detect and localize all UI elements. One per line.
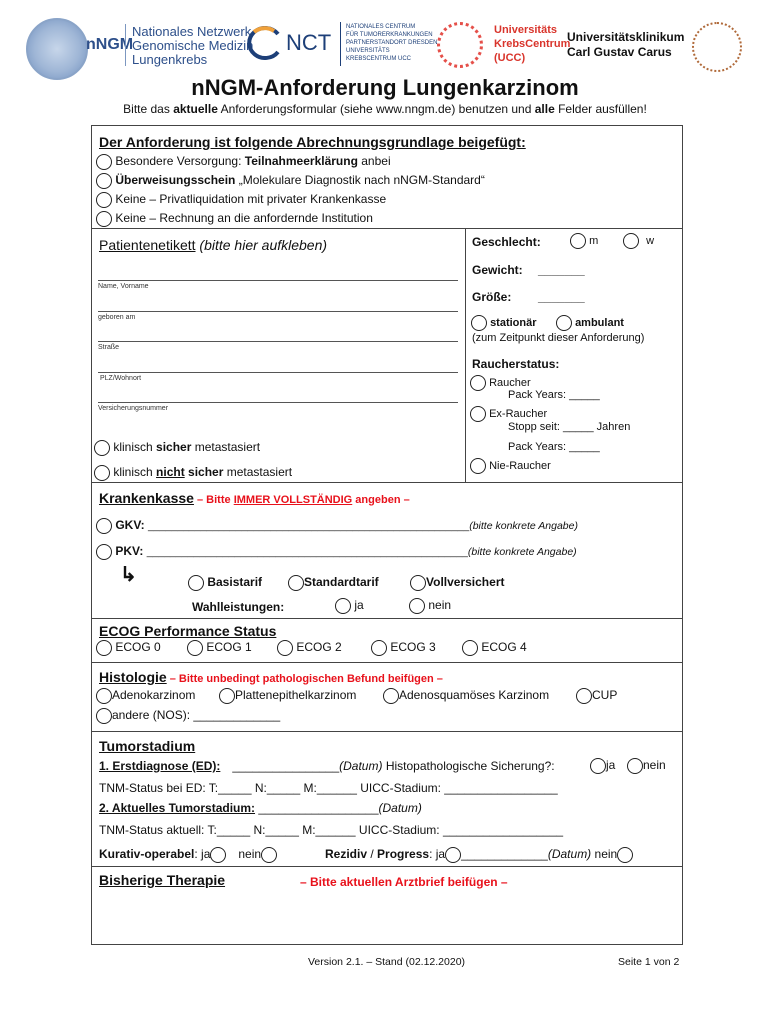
rezidiv-ja-label: : ja [429,847,446,862]
ecog-1-radio[interactable] [187,640,203,656]
nct-logo: NCT [286,30,332,55]
rezidiv-nein-radio[interactable] [617,847,633,863]
kurativ-ja-radio[interactable] [210,847,226,863]
subtitle-part1: Bitte das [123,102,174,116]
gkv-option[interactable] [96,518,578,534]
ngm-divider [125,24,126,66]
therapy-text-area[interactable] [92,892,682,944]
patient-birth-label: geboren am [98,314,136,321]
metastasis-sure[interactable] [94,440,260,456]
insurance-hint2: IMMER VOLLSTÄNDIG [233,494,353,506]
ed-nein-label: nein [643,758,666,773]
ecog-4-radio[interactable] [462,640,478,656]
ecog-4-option[interactable] [462,640,527,656]
subtitle-part2: aktuelle [173,102,218,116]
wahl-ja-option[interactable] [335,598,364,614]
raucher-label: Raucher [489,376,531,389]
smoker-label: Raucherstatus: [472,357,560,371]
patient-insurance-line [98,402,458,403]
gkv-label: GKV: [115,518,145,533]
insurance-heading-text: Krankenkasse [99,490,194,506]
nct-text-5: KREBSCENTRUM UCC [346,56,412,62]
basistarif-radio[interactable] [188,575,204,591]
ed-sicherung: Histopathologische Sicherung?: [382,759,555,773]
kurativ-nein-label: nein [238,847,262,862]
histo-platten-radio[interactable] [219,688,235,704]
nct-text-4: UNIVERSITÄTS [346,48,390,54]
standardtarif-label: Standardtarif [304,575,379,590]
ed-field[interactable]: ________________ [232,759,340,773]
subtitle-part4: alle [534,102,555,116]
standardtarif-option[interactable] [288,575,379,591]
kurativ-nein-radio[interactable] [261,847,277,863]
rezidiv-datum: (Datum) [547,847,592,862]
pkv-line[interactable]: _______________________________________________________ [146,546,468,559]
pkv-option[interactable] [96,544,577,560]
akt-datum: (Datum) [378,801,422,815]
subtitle-part3: Anforderungsformular (siehe www.nngm.de) benutzen und [217,102,535,116]
subtitle-part5: Felder ausfüllen! [554,102,647,116]
histo-adenosq-radio[interactable] [383,688,399,704]
ecog-0-label: ECOG 0 [115,640,161,655]
exraucher-radio[interactable] [470,406,486,422]
pkv-hint: (bitte konkrete Angabe) [467,546,577,559]
billing-heading: Der Anforderung ist folgende Abrechnungsgrundlage beigefügt: [99,134,526,150]
meta2b: nicht [156,465,185,480]
metastasis-unsure-radio[interactable] [94,465,110,481]
nct-text-1: NATIONALES CENTRUM [346,24,416,30]
insurance-heading [99,490,410,508]
footer-version: Version 2.1. – Stand (02.12.2020) [308,956,466,968]
gkv-line[interactable]: _______________________________________________________ [148,520,470,533]
sex-w-option[interactable] [623,233,654,249]
pkv-radio[interactable] [96,544,112,560]
histo-adeno-label: Adenokarzinom [112,688,196,703]
ucc-line2: KrebsCentrum [494,38,571,50]
tumor-divider [91,866,683,867]
ukd-line1: Universitätsklinikum [567,30,685,44]
rezidiv-nein-label: nein [591,847,618,862]
ed-ja-radio[interactable] [590,758,606,774]
wahl-nein-radio[interactable] [409,598,425,614]
vollversichert-option[interactable] [410,575,504,591]
billing-option-2[interactable] [96,173,485,189]
ucc-line3: (UCC) [494,52,526,64]
meta2a: klinisch [113,465,157,480]
exraucher-label: Ex-Raucher [489,407,548,420]
billing-opt1a: Besondere Versorgung: [115,154,245,169]
zeitpunkt-note: (zum Zeitpunkt dieser Anforderung) [472,332,645,344]
patient-birth-line [98,311,458,312]
patient-divider-vertical [465,228,466,482]
height-label: Größe: [472,290,512,304]
pack-years-1[interactable]: Pack Years: _____ [508,389,600,401]
patient-street-line [98,341,458,342]
ngm-seal-icon [26,18,88,80]
histo-hint: – Bitte unbedingt pathologischen Befund beifügen – [166,673,443,685]
sex-m-radio[interactable] [570,233,586,249]
height-field[interactable]: _______ [538,290,585,304]
meta1a: klinisch [113,440,157,455]
billing-divider [91,228,683,229]
histo-andere-radio[interactable] [96,708,112,724]
nct-text-2: FÜR TUMORERKRANKUNGEN [346,32,433,38]
wahl-ja-radio[interactable] [335,598,351,614]
kurativ-label: Kurativ-operabel [99,847,195,862]
billing-opt1c: anbei [357,154,391,169]
therapy-heading: Bisherige Therapie [99,872,226,888]
billing-radio-3[interactable] [96,192,112,208]
sex-label: Geschlecht: [472,235,541,249]
insurance-divider [91,618,683,619]
ecog-3-option[interactable] [371,640,436,656]
metastasis-unsure[interactable] [94,465,292,481]
wahl-nein-label: nein [428,598,452,613]
histo-platten-label: Plattenepithelkarzinom [235,688,357,703]
ecog-2-radio[interactable] [277,640,293,656]
ecog-4-label: ECOG 4 [481,640,527,655]
meta2c: sicher [184,465,224,480]
ngm-line3: Lungenkrebs [132,52,208,67]
ed-label: 1. Erstdiagnose (ED): [99,759,221,773]
billing-opt2a: Überweisungsschein [115,173,236,188]
ambulant-label: ambulant [575,316,624,329]
histo-cup-radio[interactable] [576,688,592,704]
billing-radio-4[interactable] [96,211,112,227]
ed-ja-option[interactable] [590,758,615,774]
patient-city-line [98,372,458,373]
ecog-2-option[interactable] [277,640,342,656]
tnm-akt-row[interactable]: TNM-Status aktuell: T:_____ N:_____ M:______ UICC-Stadium: __________________ [99,823,564,837]
stationaer-radio[interactable] [471,315,487,331]
billing-radio-1[interactable] [96,154,112,170]
wahl-ja-label: ja [354,598,364,613]
ngm-line2: Genomische Medizin [132,38,254,53]
rezidiv-label: Rezidiv [325,847,368,862]
billing-option-1[interactable] [96,154,391,170]
ed-nein-radio[interactable] [627,758,643,774]
insurance-hint3: angeben – [352,494,410,506]
billing-opt4: Keine – Rechnung an die anfordernde Institution [115,211,373,226]
pack-years-2[interactable]: Pack Years: _____ [508,441,600,453]
patient-heading-hint: (bitte hier aufkleben) [199,237,328,253]
histo-heading [99,669,443,687]
patient-name-label: Name, Vorname [98,283,149,290]
ed-nein-option[interactable] [627,758,666,774]
meta2d: metastasiert [223,465,293,480]
ukd-line2: Carl Gustav Carus [567,45,672,59]
therapy-hint: – Bitte aktuellen Arztbrief beifügen – [300,875,508,889]
basistarif-option[interactable] [188,575,262,591]
ecog-0-radio[interactable] [96,640,112,656]
histo-adenosq-label: Adenosquamöses Karzinom [399,688,550,703]
ed-ja-label: ja [606,758,616,773]
billing-radio-2[interactable] [96,173,112,189]
weight-field[interactable]: _______ [538,263,585,277]
gkv-hint: (bitte konkrete Angabe) [469,520,578,533]
ecog-2-label: ECOG 2 [296,640,342,655]
sex-w-radio[interactable] [623,233,639,249]
patient-heading-text: Patientenetikett [99,237,196,253]
ecog-0-option[interactable] [96,640,161,656]
ambulant-option[interactable] [556,315,624,331]
ecog-1-option[interactable] [187,640,252,656]
meta1c: metastasiert [191,440,261,455]
histo-andere-option[interactable] [96,708,280,724]
billing-opt3: Keine – Privatliquidation mit privater Krankenkasse [115,192,387,207]
ukd-seal-icon [692,22,742,72]
ecog-1-label: ECOG 1 [206,640,252,655]
stopp-seit[interactable]: Stopp seit: _____ Jahren [508,421,631,433]
ecog-3-label: ECOG 3 [390,640,436,655]
patient-city-label: PLZ/Wohnort [100,375,142,382]
histo-andere-label: andere (NOS): _____________ [112,708,281,723]
gkv-radio[interactable] [96,518,112,534]
ambulant-radio[interactable] [556,315,572,331]
footer-page: Seite 1 von 2 [618,956,680,968]
rezidiv-field[interactable]: _____________ [461,847,548,862]
weight-label: Gewicht: [472,263,523,277]
kurativ-ja-label: : ja [194,847,211,862]
ngm-line1: Nationales Netzwerk [132,24,252,39]
akt-field[interactable]: __________________ [255,801,379,815]
billing-option-4[interactable] [96,211,373,227]
histo-platten-option[interactable] [219,688,356,704]
vollversichert-label: Vollversichert [426,575,505,590]
ngm-logo: nNGM [86,36,134,53]
ecog-heading: ECOG Performance Status [99,623,277,639]
metastasis-sure-radio[interactable] [94,440,110,456]
patient-insurance-label: Versicherungsnummer [98,405,169,412]
wahl-nein-option[interactable] [409,598,451,614]
sex-m-option[interactable] [570,233,598,249]
sex-m-label: m [589,234,599,247]
nct-text-3: PARTNERSTANDORT DRESDEN [346,40,438,46]
nct-ring-icon [244,26,284,60]
patient-divider [91,482,683,483]
nieraucher-radio[interactable] [470,458,486,474]
raucher-radio[interactable] [470,375,486,391]
ecog-divider [91,662,683,663]
akt-label: 2. Aktuelles Tumorstadium: [99,801,256,815]
sex-w-label: w [646,234,655,247]
ed-row [99,759,555,773]
page-title: nNGM-Anforderung Lungenkarzinom [191,75,579,100]
vollversichert-radio[interactable] [410,575,426,591]
kurativ-row [99,847,277,863]
tumor-heading: Tumorstadium [99,738,196,754]
histo-divider [91,731,683,732]
billing-opt2b: „Molekulare Diagnostik nach nNGM-Standard“ [235,173,485,188]
patient-name-line [98,280,458,281]
stationaer-label: stationär [490,316,537,329]
akt-row [99,801,422,815]
nieraucher-option[interactable] [470,458,551,474]
meta1b: sicher [156,440,192,455]
page-subtitle [0,102,770,116]
nieraucher-label: Nie-Raucher [489,459,551,472]
insurance-hint1: – Bitte [193,494,234,506]
ed-datum: (Datum) [339,759,383,773]
histo-heading-text: Histologie [99,669,167,685]
patient-heading [99,237,327,253]
rezidiv-row [325,847,633,863]
nct-divider [340,22,341,66]
tnm-ed-row[interactable]: TNM-Status bei ED: T:_____ N:_____ M:______ UICC-Stadium: _________________ [99,781,558,795]
rezidiv-ja-radio[interactable] [445,847,461,863]
exraucher-option[interactable] [470,406,547,422]
ecog-3-radio[interactable] [371,640,387,656]
patient-street-label: Straße [98,344,120,351]
histo-adenosq-option[interactable] [383,688,549,704]
standardtarif-radio[interactable] [288,575,304,591]
pkv-label: PKV: [115,544,144,559]
rezidiv-sep: / [367,847,378,862]
sub-arrow-icon: ↳ [120,564,137,586]
histo-cup-option[interactable] [576,688,617,704]
wahl-label: Wahlleistungen: [192,600,285,614]
histo-cup-label: CUP [592,688,618,703]
ucc-line1: Universitäts [494,24,557,36]
histo-adeno-radio[interactable] [96,688,112,704]
basistarif-label: Basistarif [207,575,263,590]
billing-opt1b: Teilnahmeerklärung [244,154,358,169]
billing-option-3[interactable] [96,192,386,208]
progress-label: Progress [377,847,430,862]
histo-adeno-option[interactable] [96,688,195,704]
ucc-sun-icon [437,22,483,68]
stationaer-option[interactable] [471,315,537,331]
